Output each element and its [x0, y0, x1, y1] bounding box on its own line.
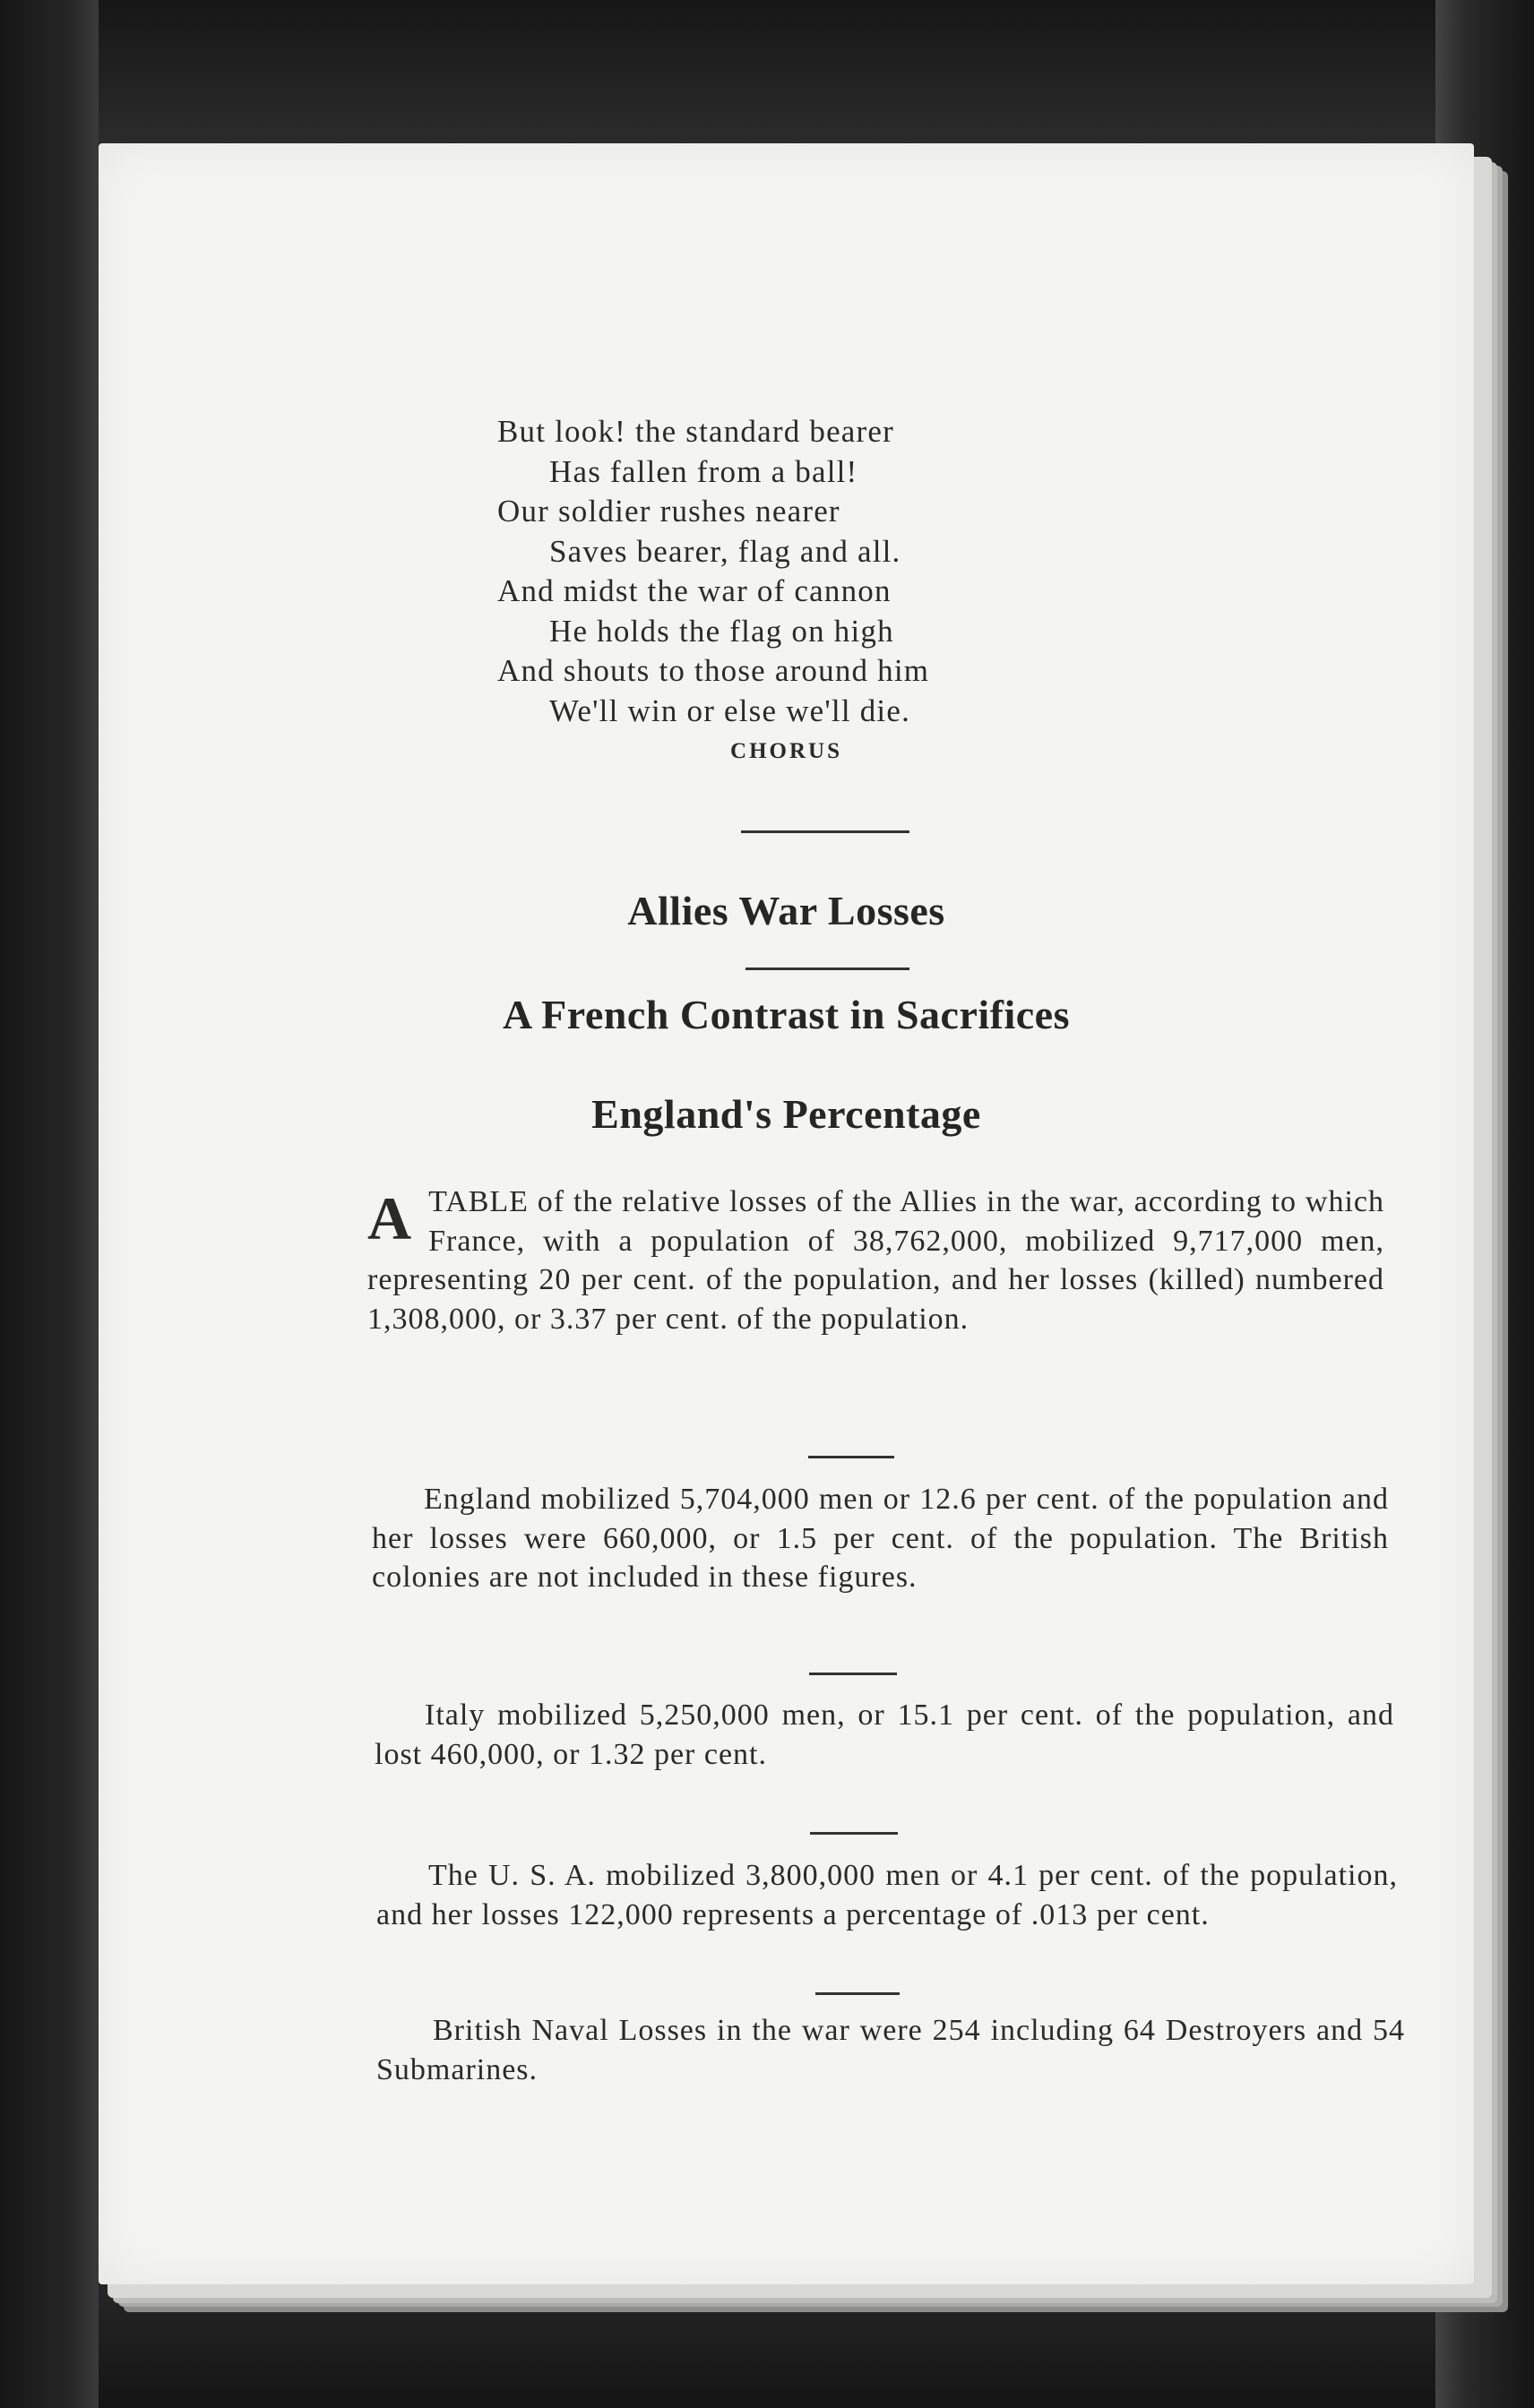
- paragraph-italy: Italy mobilized 5,250,000 men, or 15.1 per cent. of the population, and lost 460,000, or 1.32 per cent.: [375, 1698, 1394, 1771]
- section-divider: [815, 1992, 900, 1995]
- poem-line: Has fallen from a ball!: [549, 453, 858, 489]
- section-divider: [809, 1673, 897, 1675]
- section-divider: [741, 830, 909, 833]
- poem-line: Our soldier rushes nearer: [497, 494, 840, 529]
- section-divider: [808, 1456, 894, 1458]
- poem-line: And shouts to those around him: [497, 653, 930, 688]
- paragraph-england: England mobilized 5,704,000 men or 12.6 per cent. of the population and her losses were 660,000, or 1.5 per cent. of the population. The British colonies are not included in these figures.: [372, 1483, 1389, 1594]
- section-divider: [810, 1832, 898, 1835]
- heading-french-contrast: A French Contrast in Sacrifices: [502, 992, 1071, 1037]
- page-content: [99, 143, 1474, 2284]
- book-page: [99, 143, 1474, 2284]
- section-divider: [745, 968, 909, 970]
- chorus-label: CHORUS: [730, 739, 842, 763]
- film-border-left: [0, 0, 99, 2408]
- poem-line: And midst the war of cannon: [497, 573, 892, 608]
- paragraph-france-text: TABLE of the relative losses of the Allies in the war, according to which France, with a population of 38,762,000, mobilized 9,717,000 men, representing 20 per cent. of the population, and her losses (killed) numbered 1,308,000, or 3.37 per cent. of the population.: [367, 1185, 1384, 1336]
- heading-allies-war-losses: Allies War Losses: [627, 888, 945, 933]
- film-border-top: [0, 0, 1534, 143]
- drop-cap: A: [367, 1184, 413, 1252]
- paragraph-france: [367, 1182, 1384, 1338]
- heading-englands-percentage: England's Percentage: [591, 1091, 981, 1137]
- poem-stanza: [497, 412, 1214, 731]
- poem-line: But look! the standard bearer: [497, 414, 894, 449]
- paragraph-naval-losses: British Naval Losses in the war were 254 including 64 Destroyers and 54 Submarines.: [376, 2014, 1405, 2086]
- paragraph-usa: The U. S. A. mobilized 3,800,000 men or 4.1 per cent. of the population, and her losses 122,000 represents a percentage of .013 per cent.: [376, 1859, 1398, 1931]
- poem-line: We'll win or else we'll die.: [549, 692, 911, 728]
- poem-line: He holds the flag on high: [549, 613, 894, 649]
- poem-line: Saves bearer, flag and all.: [549, 533, 901, 569]
